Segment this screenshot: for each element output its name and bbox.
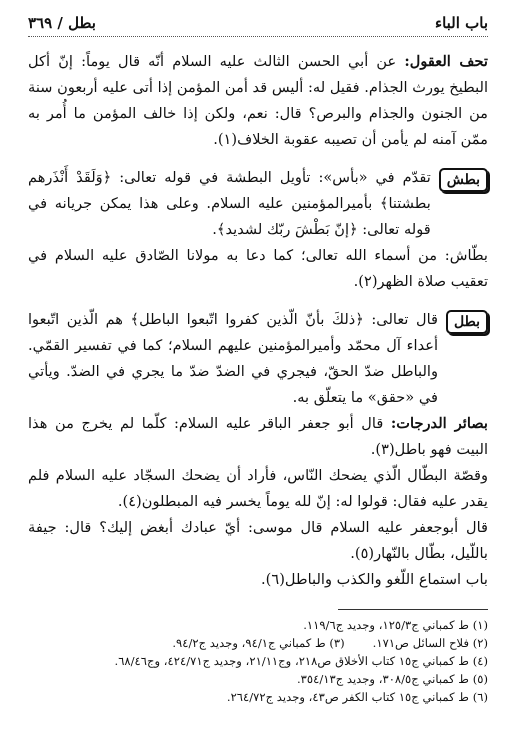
batal-text: قال تعالى: ﴿ذلكَ بأنّ الّذين كفروا اتّبعوا الباطل﴾ هم الّذين اتّبعوا أعداء آل محمّد وأميرالمؤمنين عليهم السلام؛ كما في تفسير القمّي. والباطل ضدّ الحقّ، فيجري في الضدّ ضدّ ما يجري في الضدّ. ويأتي في «حقق» ما يتعلّق به. [28,311,439,406]
footnote: (٤) ط كمباني ج١٥ كتاب الأخلاق ص٢١٨، وج٢١/١١، وجديد ج٤٢٤/٧١، وج٦٨/٤٦. [114,654,488,668]
page-header [28,14,488,37]
batsh-text: تقدّم في «بأس»: تأويل البطشة في قوله تعالى: ﴿وَلَقَدْ أَنْذَرهم بطشتنا﴾ بأميرالمؤمنين عليه السلام. وعلى هذا يمكن جريانه في قوله تعالى: ﴿إنّ بَطْشَ ربّك لشديد﴾. [28,169,431,238]
footnote: (٥) ط كمباني ج٣٠٨/٥، وجديد ج٣٥٤/١٣. [296,672,488,686]
source-label: بصائر الدرجات: [390,415,488,432]
story-paragraph: وقصّة البطّال الّذي يضحك النّاس، فأراد أن يضحك السجّاد عليه السلام فلم يقدر عليه فقال: قولوا له: إنّ لله يوماً يخسر فيه المبطلون(٤). [28,467,488,510]
footnote: (٣) ط كمباني ج٩٤/١، وجديد ج٩٤/٢. [172,636,345,650]
tuhaf-text: عن أبي الحسن الثالث عليه السلام أنّه قال يوماً: إنّ أكل البطيخ يورث الجذام. فقيل له: أليس قد أمن المؤمن إذا أتى عليه أربعون سنة من الجنون والجذام والبرص؟ قال: نعم، ولكن إذا خالف المؤمن ما أُمر به ممّن آمنه لم يأمن أن تصيبه عقوبة الخلاف(١). [28,53,488,148]
page-number: بطل / ٣٦٩ [28,14,96,32]
footnote: (٢) فلاح السائل ص١٧١. [372,636,488,650]
chapter-reference: باب استماع اللّغو والكذب والباطل(٦). [261,571,488,588]
entry-batsh [28,165,488,243]
entry-batal [28,307,488,411]
battash-paragraph: بطّاش: من أسماء الله تعالى؛ كما دعا به مولانا الصّادق عليه السلام في تعقيب صلاة الظهر(٢). [28,247,488,290]
musa-paragraph: قال أبوجعفر عليه السلام قال موسى: أيّ عبادك أبغض إليك؟ قال: جيفة باللّيل، بطّال بالنّهار(٥). [28,519,488,562]
keyword-box: بطل [446,310,488,334]
basair-paragraph [28,411,488,463]
basair-text: قال أبو جعفر الباقر عليه السلام: كلّما لم يخرج من هذا البيت فهو باطل(٣). [28,415,488,458]
chapter-title: باب الباء [435,14,488,32]
source-label: تحف العقول: [404,53,488,70]
footnote: (١) ط كمباني ج١٢٥/٣، وجديد ج١١٩/٦. [303,618,488,632]
footnote-divider [338,609,488,610]
book-page [28,14,488,731]
footnote: (٦) ط كمباني ج١٥ كتاب الكفر ص٤٣، وجديد ج٢٦٤/٧٢. [226,690,488,704]
keyword-box: بطش [439,168,488,192]
tuhaf-paragraph [28,49,488,153]
